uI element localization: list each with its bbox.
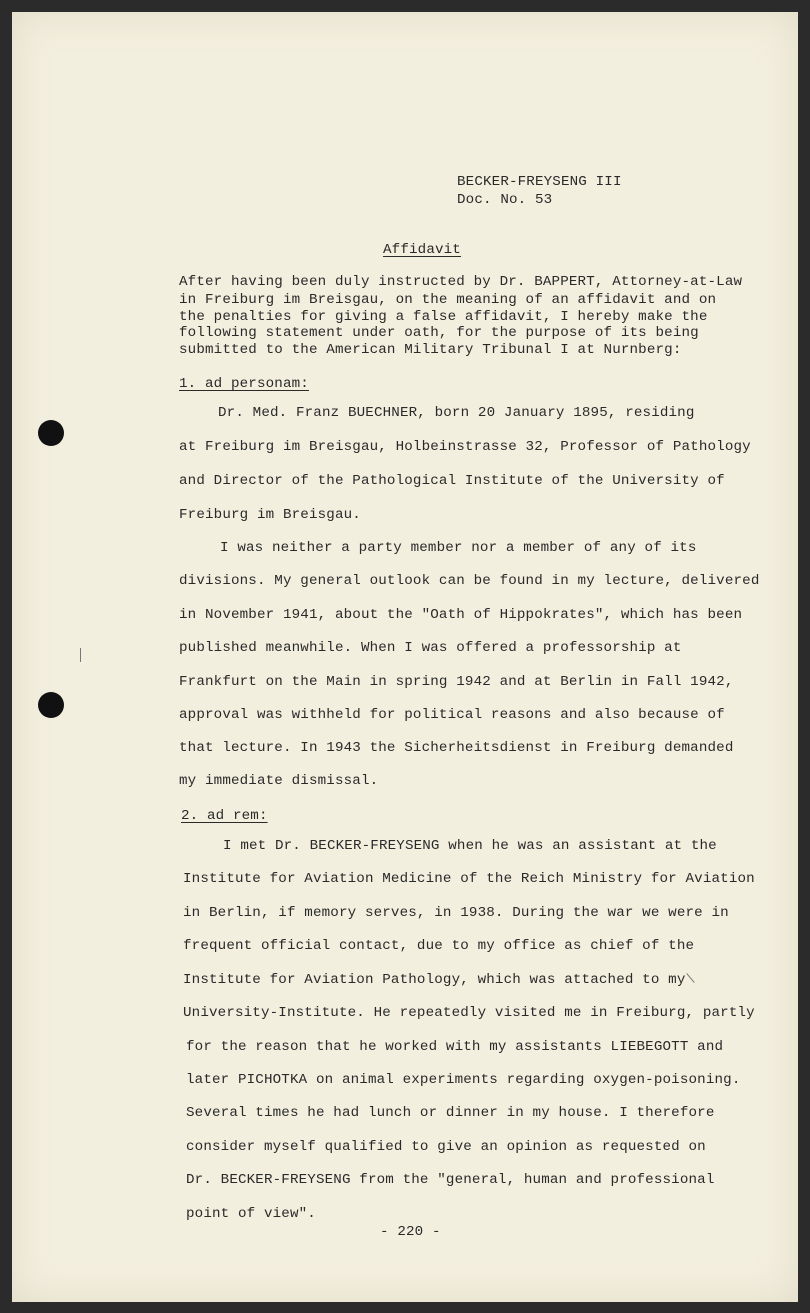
intro-line: After having been duly instructed by Dr. BAPPERT, Attorney-at-Law	[179, 274, 743, 290]
document-reference-line2: Doc. No. 53	[457, 192, 553, 208]
paragraph-line: University-Institute. He repeatedly visited me in Freiburg, partly	[183, 1005, 755, 1021]
paragraph-line: in November 1941, about the "Oath of Hippokrates", which has been	[179, 607, 743, 623]
paragraph-line: approval was withheld for political reasons and also because of	[179, 707, 725, 723]
intro-line: submitted to the American Military Tribunal I at Nurnberg:	[179, 342, 682, 358]
paragraph-line: later PICHOTKA on animal experiments regarding oxygen-poisoning.	[186, 1072, 741, 1088]
scan-mark	[80, 648, 81, 662]
paragraph-line: and Director of the Pathological Institute of the University of	[179, 473, 725, 489]
document-title: Affidavit	[383, 242, 461, 258]
paragraph-line: divisions. My general outlook can be found in my lecture, delivered	[179, 573, 760, 589]
paragraph-line: in Berlin, if memory serves, in 1938. During the war we were in	[183, 905, 729, 921]
paragraph-line: I met Dr. BECKER-FREYSENG when he was an assistant at the	[223, 838, 717, 854]
intro-line: the penalties for giving a false affidavit, I hereby make the	[179, 309, 708, 325]
paragraph-line: point of view".	[186, 1206, 316, 1222]
punch-hole-bottom	[38, 692, 64, 718]
paragraph-line: Frankfurt on the Main in spring 1942 and at Berlin in Fall 1942,	[179, 674, 734, 690]
intro-line: following statement under oath, for the purpose of its being	[179, 325, 699, 341]
paragraph-line: I was neither a party member nor a member of any of its	[220, 540, 697, 556]
punch-hole-top	[38, 420, 64, 446]
paragraph-line: consider myself qualified to give an opinion as requested on	[186, 1139, 706, 1155]
paragraph-line: for the reason that he worked with my assistants LIEBEGOTT and	[186, 1039, 724, 1055]
section-heading-ad-personam: 1. ad personam:	[179, 376, 309, 392]
paragraph-line: Dr. Med. Franz BUECHNER, born 20 January 1895, residing	[218, 405, 695, 421]
paragraph-line: at Freiburg im Breisgau, Holbeinstrasse 32, Professor of Pathology	[179, 439, 751, 455]
document-reference-line1: BECKER-FREYSENG III	[457, 174, 622, 190]
paragraph-line: published meanwhile. When I was offered a professorship at	[179, 640, 682, 656]
paragraph-line: Institute for Aviation Medicine of the Reich Ministry for Aviation	[183, 871, 755, 887]
paragraph-line: Institute for Aviation Pathology, which was attached to my	[183, 972, 686, 988]
paragraph-line: that lecture. In 1943 the Sicherheitsdienst in Freiburg demanded	[179, 740, 734, 756]
paragraph-line: frequent official contact, due to my office as chief of the	[183, 938, 695, 954]
page-number: - 220 -	[380, 1224, 441, 1240]
section-heading-ad-rem: 2. ad rem:	[181, 808, 268, 824]
paragraph-line: Dr. BECKER-FREYSENG from the "general, human and professional	[186, 1172, 715, 1188]
intro-line: in Freiburg im Breisgau, on the meaning of an affidavit and on	[179, 292, 717, 308]
paragraph-line: Several times he had lunch or dinner in my house. I therefore	[186, 1105, 715, 1121]
paragraph-line: my immediate dismissal.	[179, 773, 379, 789]
scan-mark	[686, 973, 694, 983]
paragraph-line: Freiburg im Breisgau.	[179, 507, 361, 523]
